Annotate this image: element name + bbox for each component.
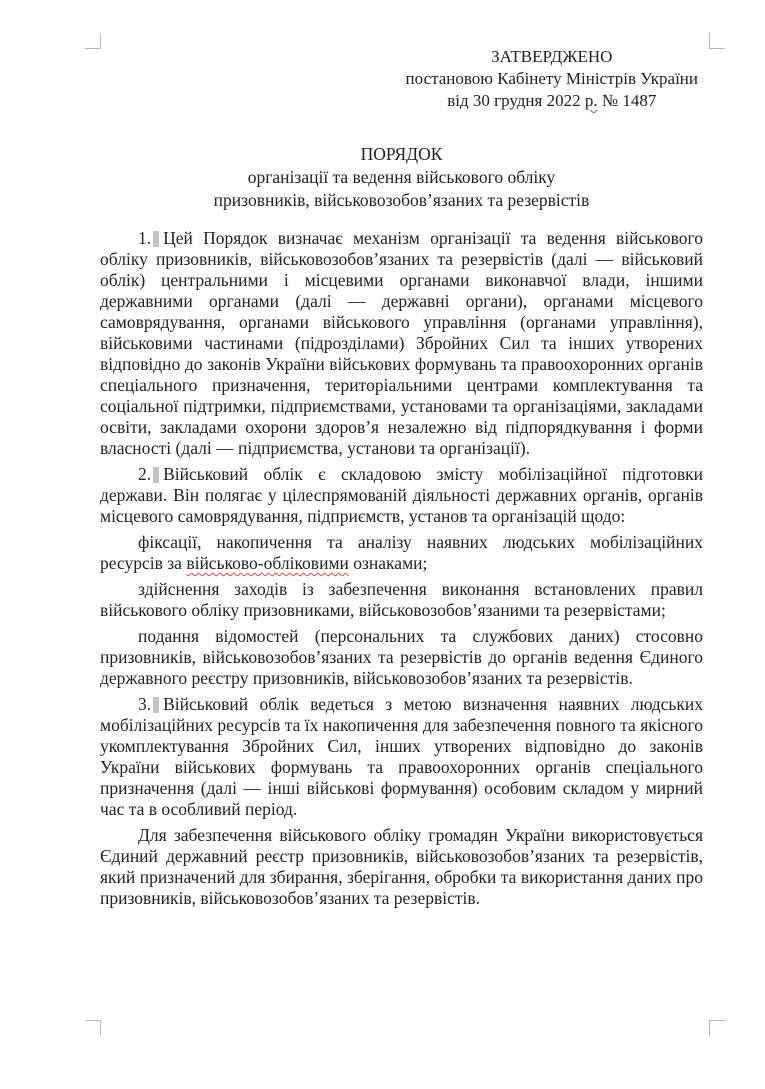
paragraph-3 [100, 694, 703, 820]
paragraph-1-number: 1. [138, 228, 152, 248]
paragraph-1 [100, 228, 703, 459]
paragraph-3-number: 3. [138, 694, 152, 714]
paragraph-registry [100, 825, 703, 909]
document-body [100, 228, 703, 909]
approval-date-post: № 1487 [597, 91, 657, 110]
approval-date-pre: від 30 грудня 2022 [447, 91, 585, 110]
approval-stamp: ЗАТВЕРДЖЕНО [491, 47, 613, 66]
paragraph-2 [100, 464, 703, 527]
paragraph-2-number: 2. [138, 464, 152, 484]
approval-date-number [406, 90, 698, 112]
paragraph-1-text: Цей Порядок визначає механізм організації та ведення військового обліку призовників, військовозобов’язаних та резервістів (далі — військовий облік) центральними і місцевими органами виконавчої влади, іншими державними органами (далі — державні органи), органами місцевого самоврядування, органами військового управління (органами управління), військовими частинами (підрозділами) Збройних Сил та інших утворених відповідно до законів України військових формувань та правоохоронних органів спеціального призначення, територіальними центрами комплектування та соціальної підтримки, підприємствами, установами та організаціями, закладами освіти, закладами охорони здоров’я незалежно від підпорядкування і форми власності (далі — підприємства, установи та організації). [100, 228, 703, 458]
paragraph-registry-text: Для забезпечення військового обліку громадян України використовується Єдиний державний реєстр призовників, військовозобов’язаних та резервістів, який призначений для збирання, зберігання, обробки та використання даних про призовників, військовозобов’язаних та резервістів. [100, 825, 703, 908]
document-title [100, 143, 703, 212]
document-title-line2: організації та ведення військового обліку [247, 167, 556, 187]
paragraph-3-text: Військовий облік ведеться з метою визначення наявних людських мобілізаційних ресурсів та їх накопичення для забезпечення повного та якісного укомплектування Збройних Сил, інших утворених відповідно до законів України військових формувань та правоохоронних органів спеціального призначення (далі — інші військові формування) особовим складом у мирний час та в особливий період. [100, 694, 703, 819]
paragraph-2-text: Військовий облік є складовою змісту мобілізаційної підготовки держави. Він полягає у цілеспрямованій діяльності державних органів, органів місцевого самоврядування, підприємств, установ та організацій щодо: [100, 464, 703, 526]
list-item-submission-text: подання відомостей (персональних та службових даних) стосовно призовників, військовозобов’язаних та резервістів до органів ведення Єдиного державного реєстру призовників, військовозобов’язаних та резервістів. [100, 626, 703, 688]
text-column [0, 46, 765, 909]
text-boundary-mark-bottom-right [709, 1020, 725, 1036]
approval-authority: постановою Кабінету Міністрів України [405, 69, 698, 88]
document-title-line3: призовників, військовозобов’язаних та резервістів [213, 190, 590, 210]
text-boundary-mark-bottom-left [85, 1020, 101, 1036]
list-item-measures [100, 579, 703, 621]
highlighted-space-marker [153, 231, 159, 247]
list-item-fixation [100, 532, 703, 574]
misspelled-word: військово-обліковими [186, 553, 349, 573]
highlighted-space-marker [153, 697, 159, 713]
list-item-fixation-post: ознаками; [348, 553, 428, 573]
approval-date-abbrev: р. [584, 91, 598, 110]
list-item-measures-text: здійснення заходів із забезпечення виконання встановлених правил військового обліку призовниками, військовозобов’язаними та резервістами; [100, 579, 703, 620]
document-title-word: ПОРЯДОК [360, 144, 443, 164]
list-item-submission [100, 626, 703, 689]
list-item-fixation-pre: фіксації, накопичення та аналізу наявних людських мобілізаційних ресурсів за [100, 532, 703, 573]
approval-block [406, 46, 698, 112]
highlighted-space-marker [153, 467, 159, 483]
